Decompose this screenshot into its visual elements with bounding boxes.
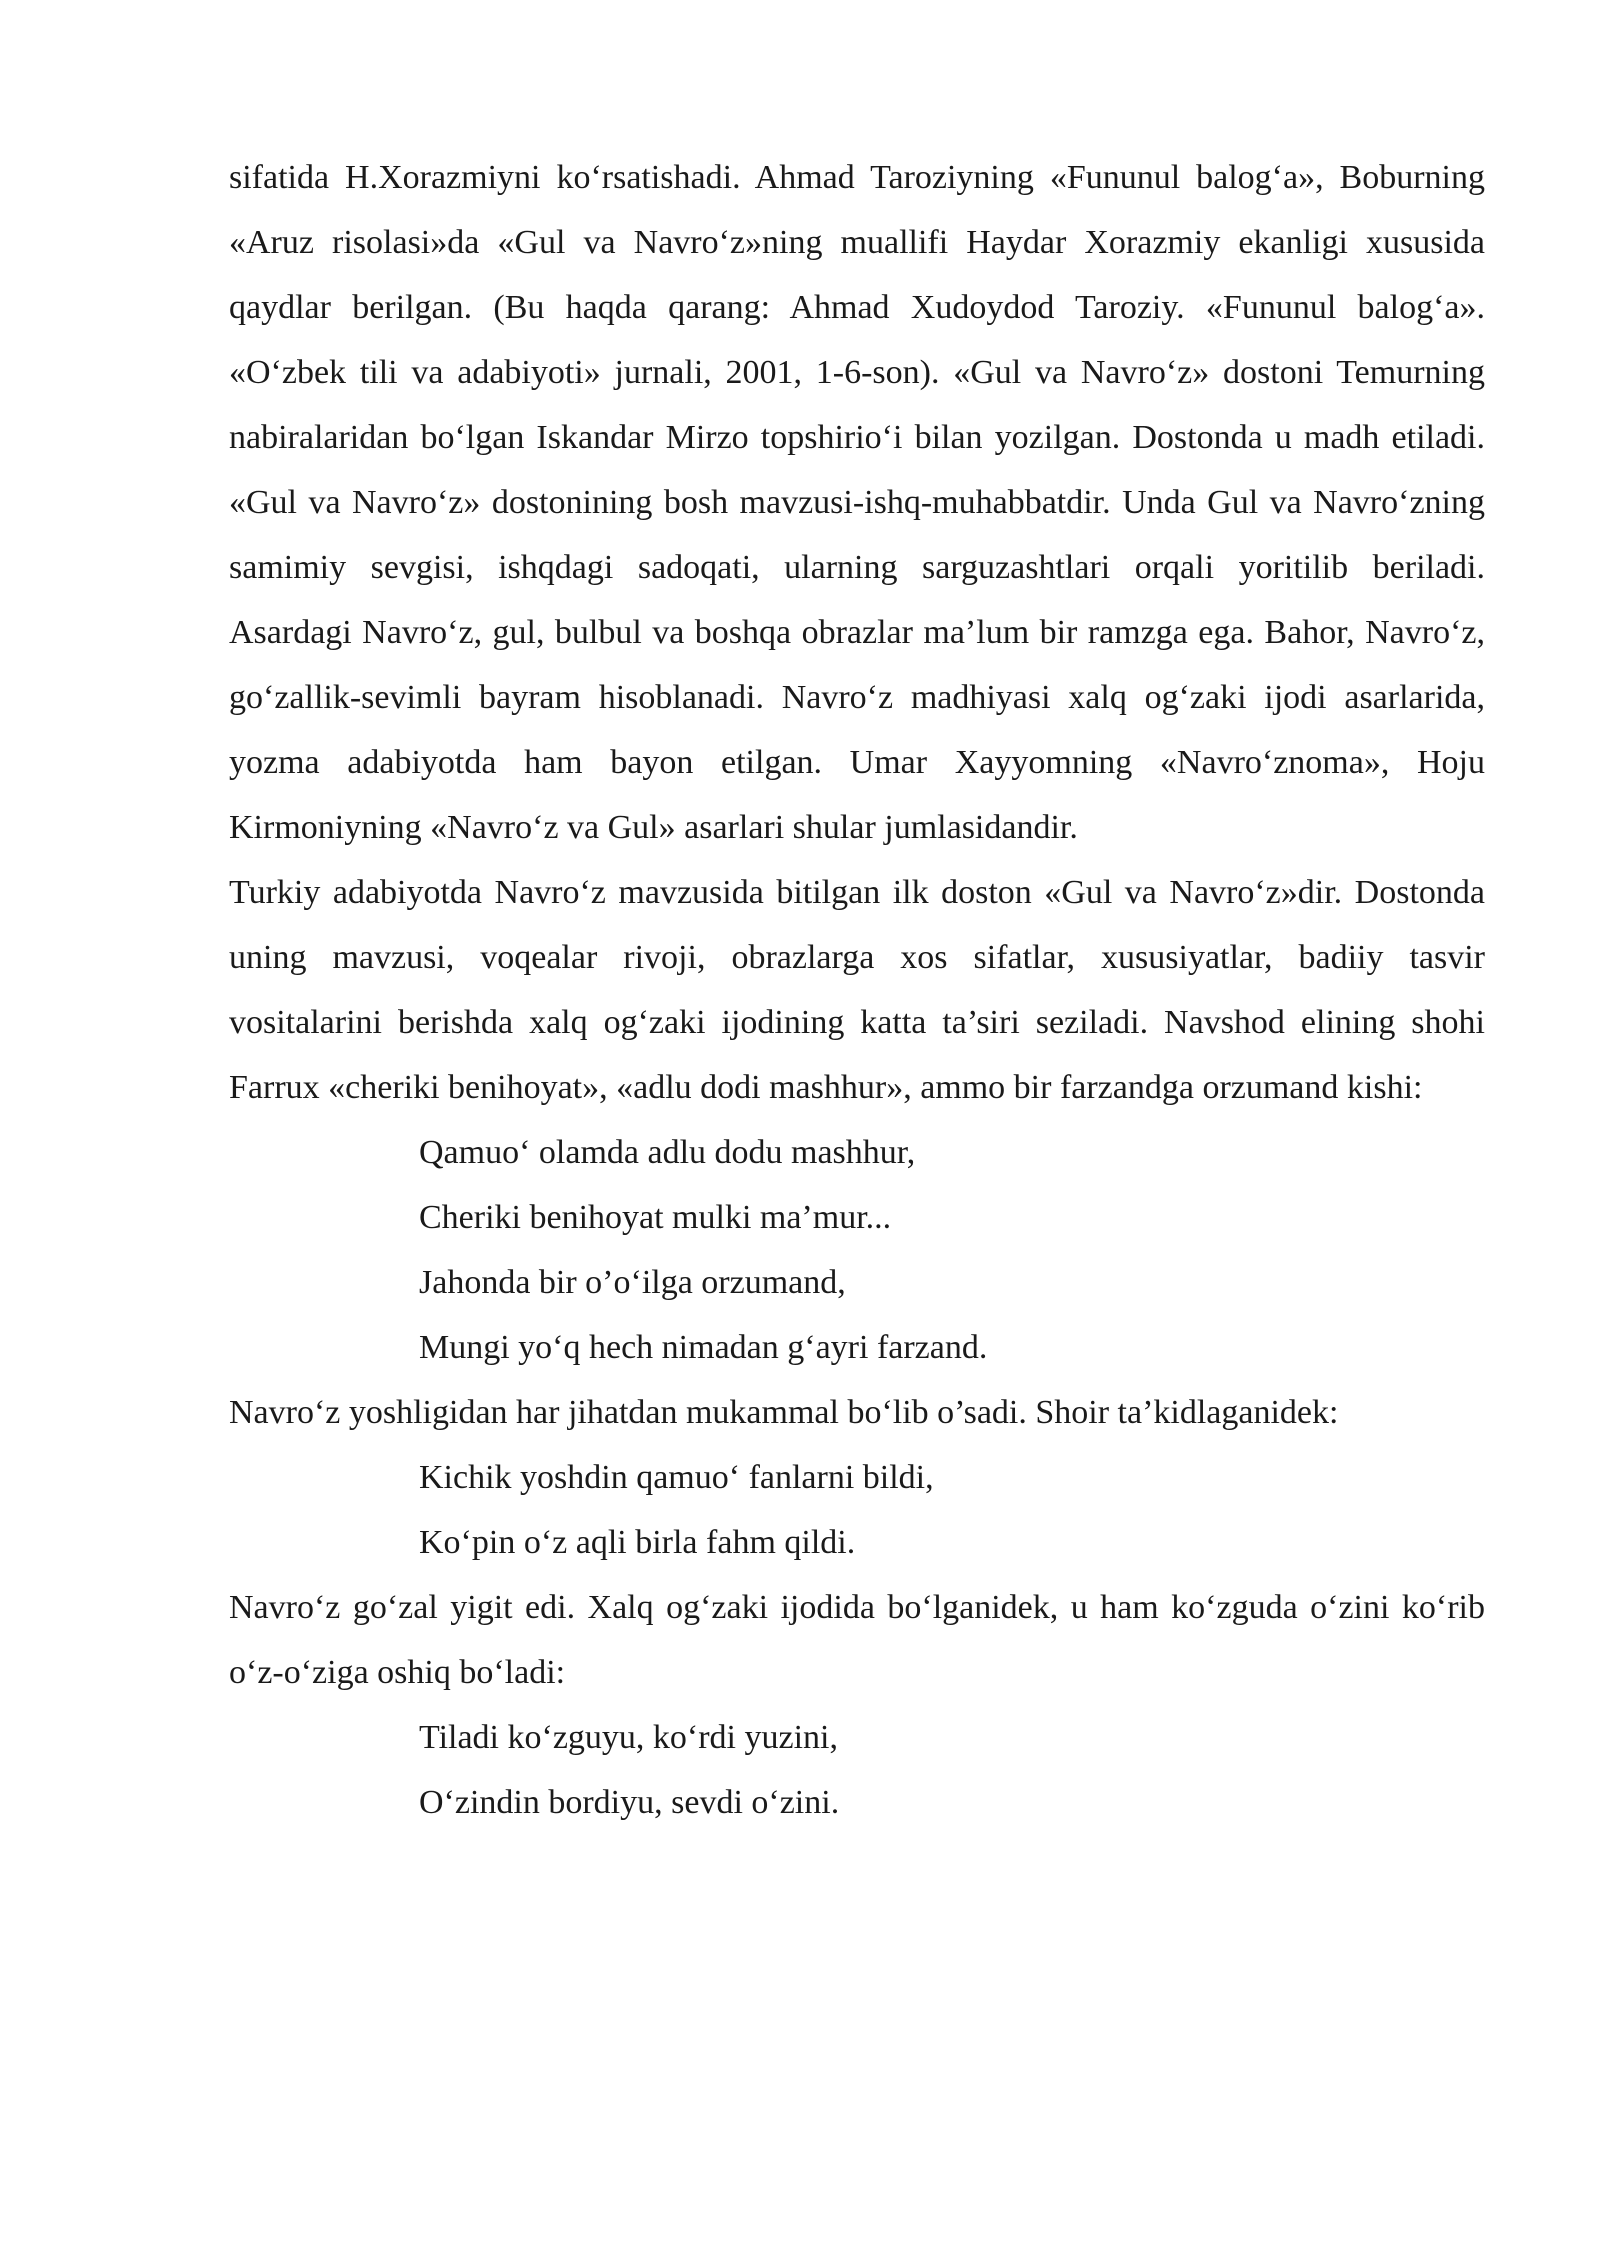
verse-block (229, 1120, 1485, 1380)
verse-line: Cheriki benihoyat mulki ma’mur... (419, 1199, 892, 1236)
verse-line: Qamuo‘ olamda adlu dodu mashhur, (419, 1134, 916, 1171)
paragraph: Navro‘z go‘zal yigit edi. Xalq og‘zaki ijodida bo‘lganidek, u ham ko‘zguda o‘zini ko‘rib o‘z-o‘ziga oshiq bo‘ladi: (229, 1589, 1485, 1691)
verse-block (229, 1445, 1485, 1575)
paragraph: Navro‘z yoshligidan har jihatdan mukammal bo‘lib o’sadi. Shoir ta’kidlaganidek: (229, 1394, 1339, 1431)
verse-line: Jahonda bir o’o‘ilga orzumand, (419, 1264, 846, 1301)
verse-line: Ko‘pin o‘z aqli birla fahm qildi. (419, 1524, 856, 1561)
paragraph: sifatida H.Xorazmiyni ko‘rsatishadi. Ahmad Taroziyning «Fununul balog‘a», Boburning «Aruz risolasi»da «Gul va Navro‘z»ning muallifi Haydar Xorazmiy ekanligi xususida qaydlar berilgan. (Bu haqda qarang: Ahmad Xudoydod Taroziy. «Fununul balog‘a». «O‘zbek tili va adabiyoti» jurnali, 2001, 1-6-son). «Gul va Navro‘z» dostoni Temurning nabiralaridan bo‘lgan Iskandar Mirzo topshirio‘i bilan yozilgan. Dostonda u madh etiladi. «Gul va Navro‘z» dostonining bosh mavzusi-ishq-muhabbatdir. Unda Gul va Navro‘zning samimiy sevgisi, ishqdagi sadoqati, ularning sarguzashtlari orqali yoritilib beriladi. Asardagi Navro‘z, gul, bulbul va boshqa obrazlar ma’lum bir ramzga ega. Bahor, Navro‘z, go‘zallik-sevimli bayram hisoblanadi. Navro‘z madhiyasi xalq og‘zaki ijodi asarlarida, yozma adabiyotda ham bayon etilgan. Umar Xayyomning «Navro‘znoma», Hoju Kirmoniyning «Navro‘z va Gul» asarlari shular jumlasidandir. (229, 159, 1485, 846)
verse-line: Tiladi ko‘zguyu, ko‘rdi yuzini, (419, 1719, 838, 1756)
verse-block (229, 1705, 1485, 1835)
verse-line: Mungi yo‘q hech nimadan g‘ayri farzand. (419, 1329, 988, 1366)
verse-line: O‘zindin bordiyu, sevdi o‘zini. (419, 1784, 840, 1821)
verse-line: Kichik yoshdin qamuo‘ fanlarni bildi, (419, 1459, 934, 1496)
document-page (229, 145, 1485, 1835)
paragraph: Turkiy adabiyotda Navro‘z mavzusida bitilgan ilk doston «Gul va Navro‘z»dir. Dostonda uning mavzusi, voqealar rivoji, obrazlarga xos sifatlar, xususiyatlar, badiiy tasvir vositalarini berishda xalq og‘zaki ijodining katta ta’siri seziladi. Navshod elining shohi Farrux «cheriki benihoyat», «adlu dodi mashhur», ammo bir farzandga orzumand kishi: (229, 874, 1485, 1106)
